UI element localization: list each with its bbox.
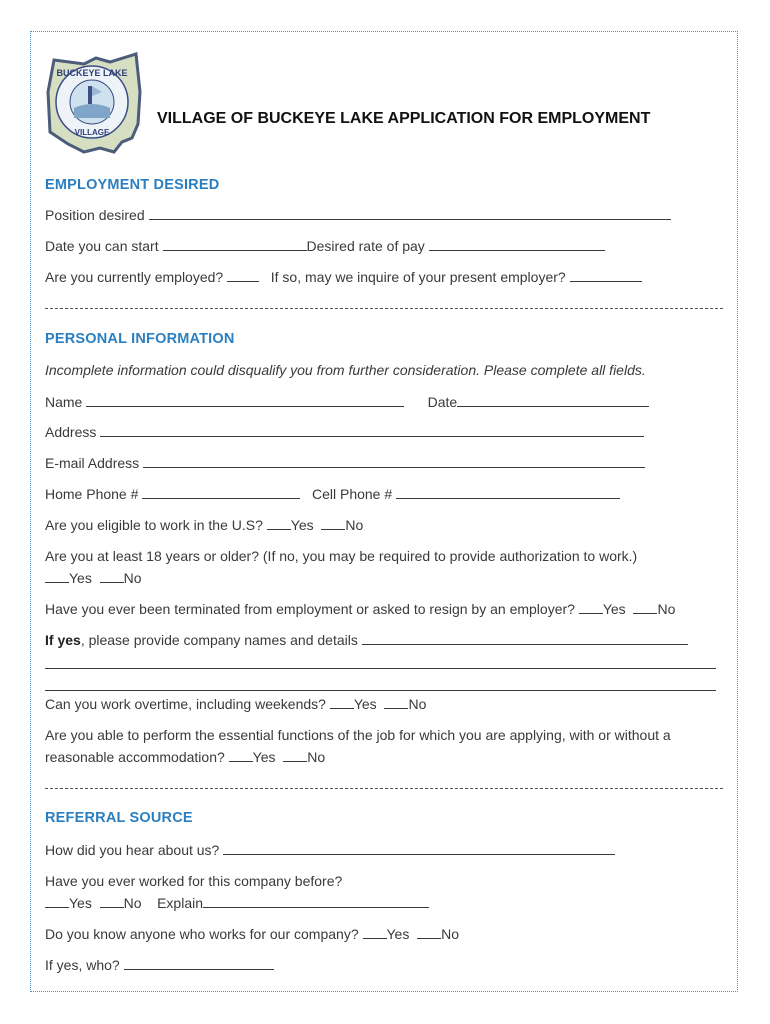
- eligible-no-field[interactable]: [321, 517, 345, 530]
- name-row: [45, 394, 649, 410]
- cell-phone-label: Cell Phone #: [311, 486, 393, 502]
- phone-row: [45, 486, 620, 502]
- position-desired-label: Position desired: [45, 207, 145, 223]
- company-details-line-2[interactable]: [45, 668, 716, 669]
- overtime-no-field[interactable]: [384, 696, 408, 709]
- age-options-row: [45, 570, 142, 586]
- eligible-label: Are you eligible to work in the U.S?: [45, 517, 263, 533]
- age-yes-field[interactable]: [45, 570, 69, 583]
- if-yes-row: [45, 632, 688, 648]
- accommodation-no-field[interactable]: [283, 749, 307, 762]
- section-divider: [45, 308, 723, 309]
- overtime-row: [45, 696, 426, 712]
- email-field[interactable]: [143, 455, 645, 468]
- name-field[interactable]: [86, 394, 404, 407]
- know-no-field[interactable]: [417, 926, 441, 939]
- worked-yes-label: Yes: [69, 895, 92, 911]
- worked-before-options-row: [45, 895, 429, 911]
- age-question: Are you at least 18 years or older? (If no, you may be required to provide authorization to work.): [45, 548, 638, 564]
- currently-employed-field[interactable]: [227, 269, 259, 282]
- village-logo: [44, 52, 144, 156]
- age-no-label: No: [123, 570, 142, 586]
- address-field[interactable]: [100, 424, 644, 437]
- terminated-label: Have you ever been terminated from employment or asked to resign by an employer?: [45, 601, 575, 617]
- currently-employed-label: Are you currently employed?: [45, 269, 224, 285]
- email-row: [45, 455, 645, 471]
- eligible-yes-label: Yes: [290, 517, 314, 533]
- who-row: [45, 957, 274, 973]
- personal-information-heading: PERSONAL INFORMATION: [45, 331, 235, 347]
- worked-no-field[interactable]: [100, 895, 124, 908]
- start-date-label: Date you can start: [45, 238, 159, 254]
- inquire-employer-label: If so, may we inquire of your present employer?: [270, 269, 566, 285]
- logo-text-top: BUCKEYE LAKE: [56, 68, 128, 78]
- worked-yes-field[interactable]: [45, 895, 69, 908]
- incomplete-info-note: Incomplete information could disqualify you from further consideration. Please complete all fields.: [45, 362, 646, 378]
- age-no-field[interactable]: [100, 570, 124, 583]
- overtime-label: Can you work overtime, including weekends?: [45, 696, 326, 712]
- employment-desired-heading: EMPLOYMENT DESIRED: [45, 177, 220, 193]
- accommodation-label: reasonable accommodation?: [45, 749, 225, 765]
- eligible-row: [45, 517, 363, 533]
- explain-field[interactable]: [203, 895, 429, 908]
- age-yes-label: Yes: [69, 570, 92, 586]
- position-desired-row: [45, 207, 671, 223]
- worked-no-label: No: [123, 895, 142, 911]
- who-field[interactable]: [124, 957, 274, 970]
- section-divider: [45, 788, 723, 789]
- logo-text-bottom: VILLAGE: [74, 128, 110, 137]
- if-yes-bold-label: If yes: [45, 632, 81, 648]
- eligible-yes-field[interactable]: [267, 517, 291, 530]
- know-no-label: No: [441, 926, 460, 942]
- overtime-yes-label: Yes: [353, 696, 377, 712]
- accommodation-yes-label: Yes: [252, 749, 276, 765]
- terminated-no-field[interactable]: [633, 601, 657, 614]
- desired-rate-label: Desired rate of pay: [306, 238, 425, 254]
- referral-source-heading: REFERRAL SOURCE: [45, 810, 193, 826]
- overtime-no-label: No: [408, 696, 427, 712]
- company-details-field[interactable]: [362, 632, 688, 645]
- home-phone-field[interactable]: [142, 486, 300, 499]
- accommodation-no-label: No: [307, 749, 326, 765]
- who-label: If yes, who?: [45, 957, 120, 973]
- terminated-yes-label: Yes: [602, 601, 626, 617]
- inquire-employer-field[interactable]: [570, 269, 642, 282]
- accommodation-yes-field[interactable]: [229, 749, 253, 762]
- know-yes-field[interactable]: [363, 926, 387, 939]
- currently-employed-row: [45, 269, 642, 285]
- terminated-row: [45, 601, 675, 617]
- worked-before-question: Have you ever worked for this company before?: [45, 873, 343, 889]
- address-row: [45, 424, 644, 440]
- terminated-yes-field[interactable]: [579, 601, 603, 614]
- accommodation-row: [45, 749, 325, 765]
- explain-label: Explain: [157, 895, 204, 911]
- start-date-row: [45, 238, 605, 254]
- essential-functions-question: Are you able to perform the essential functions of the job for which you are applying, with or without a: [45, 727, 671, 743]
- email-label: E-mail Address: [45, 455, 140, 471]
- know-anyone-label: Do you know anyone who works for our company?: [45, 926, 359, 942]
- know-yes-label: Yes: [386, 926, 410, 942]
- desired-rate-field[interactable]: [429, 238, 605, 251]
- eligible-no-label: No: [345, 517, 364, 533]
- address-label: Address: [45, 424, 97, 440]
- company-details-line-3[interactable]: [45, 690, 716, 691]
- date-label: Date: [427, 394, 458, 410]
- cell-phone-field[interactable]: [396, 486, 620, 499]
- hear-about-field[interactable]: [223, 842, 615, 855]
- know-anyone-row: [45, 926, 459, 942]
- if-yes-label: , please provide company names and details: [80, 632, 358, 648]
- date-field[interactable]: [457, 394, 649, 407]
- overtime-yes-field[interactable]: [330, 696, 354, 709]
- position-desired-field[interactable]: [149, 207, 671, 220]
- name-label: Name: [45, 394, 83, 410]
- hear-about-row: [45, 842, 615, 858]
- home-phone-label: Home Phone #: [45, 486, 139, 502]
- hear-about-label: How did you hear about us?: [45, 842, 220, 858]
- terminated-no-label: No: [657, 601, 676, 617]
- start-date-field[interactable]: [163, 238, 307, 251]
- page-title: VILLAGE OF BUCKEYE LAKE APPLICATION FOR EMPLOYMENT: [157, 110, 651, 127]
